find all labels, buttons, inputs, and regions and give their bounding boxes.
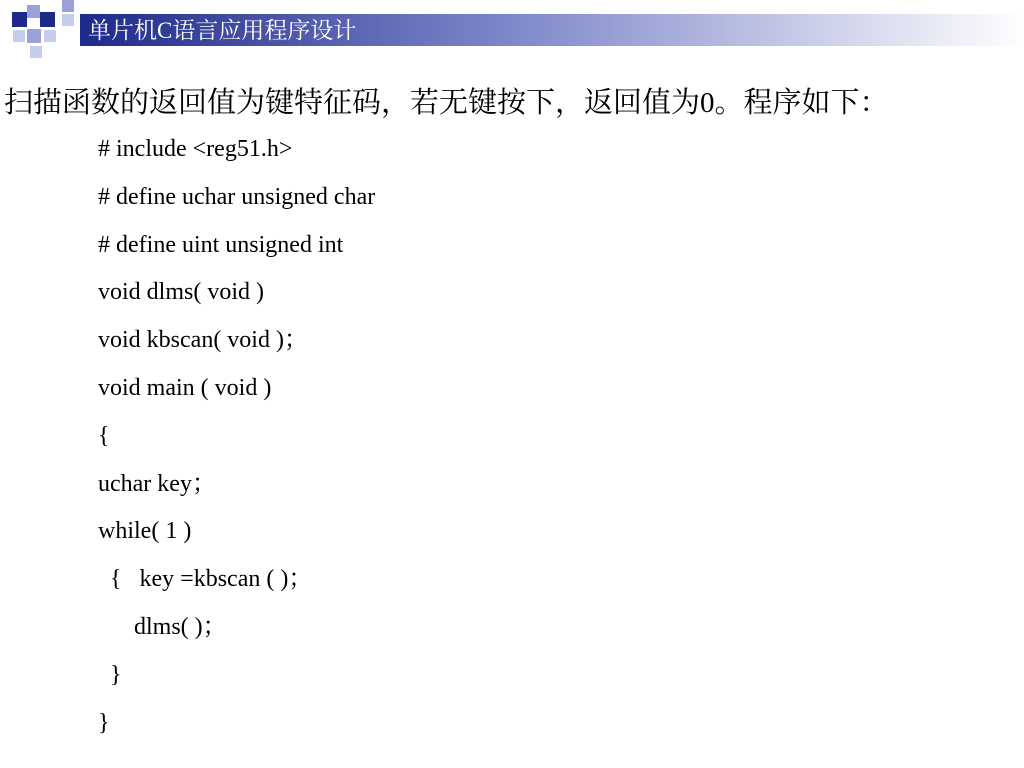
code-line: void main ( void ): [98, 374, 272, 401]
logo-square: [13, 30, 25, 42]
logo-square: [62, 0, 74, 12]
code-block: [98, 132, 375, 753]
logo-square: [27, 5, 40, 18]
code-line: }: [98, 661, 122, 688]
code-line: {: [98, 422, 110, 449]
intro-text: 扫描函数的返回值为键特征码，若无键按下，返回值为0。程序如下：: [4, 87, 889, 119]
code-line: { key =kbscan ( )；: [98, 566, 313, 593]
code-line: }: [98, 709, 110, 736]
code-line: while( 1 ): [98, 518, 192, 545]
code-line: dlms( )；: [98, 613, 227, 640]
code-line: # include <reg51.h>: [98, 136, 293, 162]
code-line: void dlms( void ): [98, 279, 264, 306]
slide-header: [0, 0, 1024, 62]
code-line: # define uint unsigned int: [98, 231, 344, 258]
code-line: uchar key；: [98, 470, 216, 497]
logo-square: [30, 46, 42, 58]
logo-square: [27, 29, 41, 43]
code-line: void kbscan( void )；: [98, 327, 308, 354]
logo-square: [40, 12, 55, 27]
logo-square: [44, 30, 56, 42]
logo-squares-icon: [0, 0, 80, 62]
code-line: # define uchar unsigned char: [98, 183, 376, 210]
logo-square: [62, 14, 74, 26]
slide-title: 单片机C语言应用程序设计: [88, 18, 357, 43]
logo-square: [12, 12, 27, 27]
